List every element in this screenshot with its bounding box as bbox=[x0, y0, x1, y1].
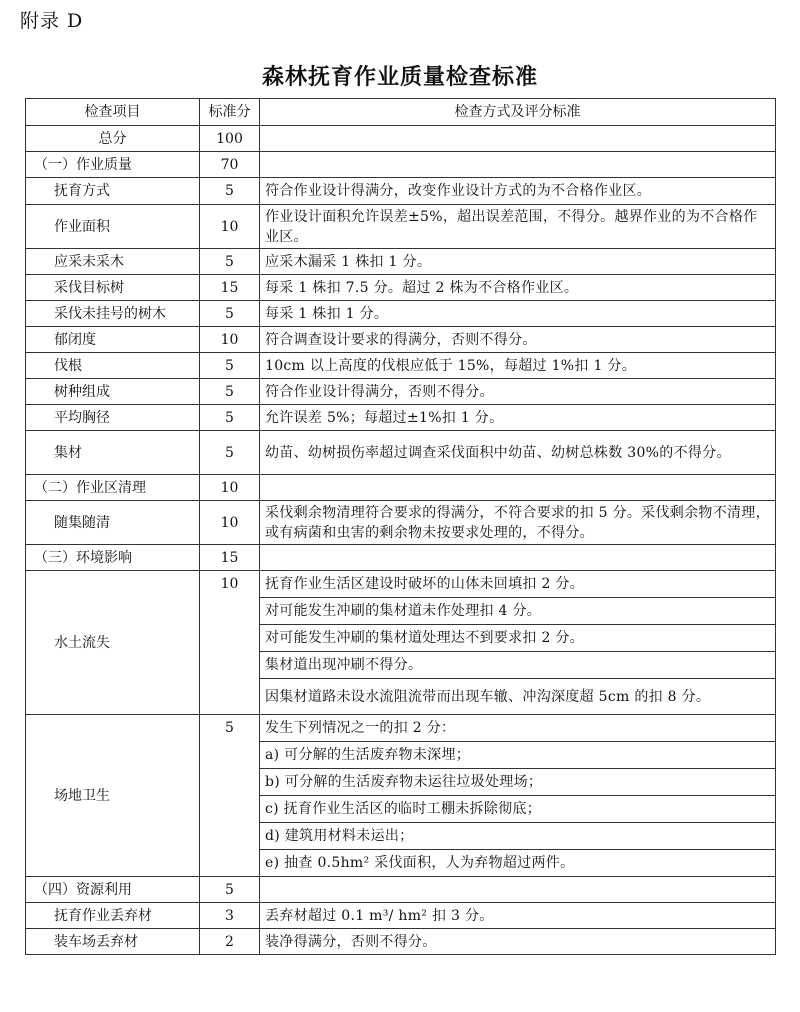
row-criteria: 应采木漏采 1 株扣 1 分。 bbox=[260, 249, 776, 275]
section-score: 15 bbox=[200, 545, 260, 571]
table-row bbox=[26, 353, 776, 379]
section-label: （二）作业区清理 bbox=[26, 475, 200, 501]
table-row bbox=[26, 275, 776, 301]
row-item: 采伐目标树 bbox=[26, 275, 200, 301]
row-criteria: 符合作业设计得满分，改变作业设计方式的为不合格作业区。 bbox=[260, 178, 776, 205]
row-item: 平均胸径 bbox=[26, 405, 200, 431]
soil-erosion-criterion: 抚育作业生活区建设时破坏的山体未回填扣 2 分。 bbox=[260, 571, 776, 598]
soil-erosion-criterion: 对可能发生冲刷的集材道处理达不到要求扣 2 分。 bbox=[260, 625, 776, 652]
section-row bbox=[26, 877, 776, 903]
section-row bbox=[26, 475, 776, 501]
row-criteria: 每采 1 株扣 1 分。 bbox=[260, 301, 776, 327]
row-score: 5 bbox=[200, 379, 260, 405]
row-item: 随集随清 bbox=[26, 501, 200, 545]
sanitation-criterion: c) 抚育作业生活区的临时工棚未拆除彻底； bbox=[260, 796, 776, 823]
section-criteria bbox=[260, 475, 776, 501]
total-row bbox=[26, 126, 776, 152]
row-score: 2 bbox=[200, 929, 260, 955]
total-score: 100 bbox=[200, 126, 260, 152]
table-row bbox=[26, 405, 776, 431]
row-criteria: 采伐剩余物清理符合要求的得满分，不符合要求的扣 5 分。采伐剩余物不清理，或有病菌和虫害的剩余物未按要求处理的，不得分。 bbox=[260, 501, 776, 545]
header-item: 检查项目 bbox=[26, 99, 200, 126]
section-score: 10 bbox=[200, 475, 260, 501]
soil-erosion-criterion: 集材道出现冲刷不得分。 bbox=[260, 652, 776, 679]
table-row bbox=[26, 327, 776, 353]
section-criteria bbox=[260, 877, 776, 903]
row-criteria: 每采 1 株扣 7.5 分。超过 2 株为不合格作业区。 bbox=[260, 275, 776, 301]
row-score: 10 bbox=[200, 327, 260, 353]
row-score: 5 bbox=[200, 249, 260, 275]
row-criteria: 作业设计面积允许误差±5%，超出误差范围，不得分。越界作业的为不合格作业区。 bbox=[260, 205, 776, 249]
row-criteria: 10cm 以上高度的伐根应低于 15%，每超过 1%扣 1 分。 bbox=[260, 353, 776, 379]
header-score: 标准分 bbox=[200, 99, 260, 126]
row-criteria: 幼苗、幼树损伤率超过调查采伐面积中幼苗、幼树总株数 30%的不得分。 bbox=[260, 431, 776, 475]
row-score: 5 bbox=[200, 178, 260, 205]
table-row bbox=[26, 501, 776, 545]
soil-erosion-item: 水土流失 bbox=[26, 571, 200, 715]
row-item: 采伐未挂号的树木 bbox=[26, 301, 200, 327]
inspection-standard-table bbox=[25, 98, 776, 955]
document-title: 森林抚育作业质量检查标准 bbox=[261, 64, 538, 90]
sanitation-criterion: d) 建筑用材料未运出； bbox=[260, 823, 776, 850]
row-item: 应采未采木 bbox=[26, 249, 200, 275]
sanitation-criterion: e) 抽查 0.5hm² 采伐面积，人为弃物超过两件。 bbox=[260, 850, 776, 877]
section-score: 5 bbox=[200, 877, 260, 903]
row-item: 作业面积 bbox=[26, 205, 200, 249]
table-row bbox=[26, 431, 776, 475]
row-item: 集材 bbox=[26, 431, 200, 475]
section-score: 70 bbox=[200, 152, 260, 178]
table-row bbox=[26, 903, 776, 929]
row-score: 15 bbox=[200, 275, 260, 301]
section-criteria bbox=[260, 152, 776, 178]
total-criteria bbox=[260, 126, 776, 152]
row-item: 装车场丢弃材 bbox=[26, 929, 200, 955]
row-score: 5 bbox=[200, 301, 260, 327]
row-criteria: 符合作业设计得满分，否则不得分。 bbox=[260, 379, 776, 405]
sanitation-criterion: b) 可分解的生活废弃物未运往垃圾处理场； bbox=[260, 769, 776, 796]
sanitation-row bbox=[26, 715, 776, 742]
row-item: 郁闭度 bbox=[26, 327, 200, 353]
sanitation-criterion: 发生下列情况之一的扣 2 分： bbox=[260, 715, 776, 742]
section-criteria bbox=[260, 545, 776, 571]
table-row bbox=[26, 929, 776, 955]
row-score: 3 bbox=[200, 903, 260, 929]
section-row bbox=[26, 152, 776, 178]
table-row bbox=[26, 379, 776, 405]
section-label: （一）作业质量 bbox=[26, 152, 200, 178]
section-label: （四）资源利用 bbox=[26, 877, 200, 903]
appendix-label: 附录 D bbox=[20, 10, 84, 32]
table-row bbox=[26, 249, 776, 275]
row-item: 抚育方式 bbox=[26, 178, 200, 205]
total-label: 总分 bbox=[26, 126, 200, 152]
sanitation-criterion: a) 可分解的生活废弃物未深埋； bbox=[260, 742, 776, 769]
row-score: 10 bbox=[200, 205, 260, 249]
header-criteria: 检查方式及评分标准 bbox=[260, 99, 776, 126]
section-row bbox=[26, 545, 776, 571]
row-item: 树种组成 bbox=[26, 379, 200, 405]
section-label: （三）环境影响 bbox=[26, 545, 200, 571]
table-header-row bbox=[26, 99, 776, 126]
table-row bbox=[26, 205, 776, 249]
soil-erosion-score: 10 bbox=[200, 571, 260, 715]
row-criteria: 符合调查设计要求的得满分，否则不得分。 bbox=[260, 327, 776, 353]
row-item: 伐根 bbox=[26, 353, 200, 379]
table-row bbox=[26, 301, 776, 327]
soil-erosion-criterion: 因集材道路未设水流阻流带而出现车辙、冲沟深度超 5cm 的扣 8 分。 bbox=[260, 679, 776, 715]
row-score: 10 bbox=[200, 501, 260, 545]
row-item: 抚育作业丢弃材 bbox=[26, 903, 200, 929]
table-row bbox=[26, 178, 776, 205]
row-score: 5 bbox=[200, 405, 260, 431]
row-criteria: 允许误差 5%；每超过±1%扣 1 分。 bbox=[260, 405, 776, 431]
sanitation-score: 5 bbox=[200, 715, 260, 877]
row-score: 5 bbox=[200, 353, 260, 379]
soil-erosion-criterion: 对可能发生冲刷的集材道未作处理扣 4 分。 bbox=[260, 598, 776, 625]
row-criteria: 装净得满分，否则不得分。 bbox=[260, 929, 776, 955]
soil-erosion-row bbox=[26, 571, 776, 598]
row-criteria: 丢弃材超过 0.1 m³/ hm² 扣 3 分。 bbox=[260, 903, 776, 929]
row-score: 5 bbox=[200, 431, 260, 475]
sanitation-item: 场地卫生 bbox=[26, 715, 200, 877]
